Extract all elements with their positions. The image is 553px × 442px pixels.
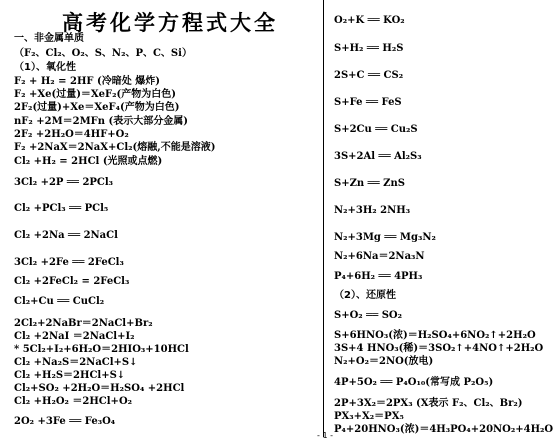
equation-line: Cl₂+Cu ══ CuCl₂ — [14, 296, 105, 307]
equation-line: 2P+3X₂＝2PX₃ (X表示 F₂、Cl₂、Br₂) — [334, 398, 523, 409]
equation-line: O₂+K ══ KO₂ — [334, 15, 405, 26]
equation-line: Cl₂ +2NaI ＝2NaCl+I₂ — [14, 331, 135, 342]
equation-line: 2F₂(过量)+Xe＝XeF₄(产物为白色) — [14, 102, 180, 113]
equation-line: 2F₂ +2H₂O＝4HF+O₂ — [14, 129, 129, 140]
equation-line: P₄+20HNO₃(浓)＝4H₃PO₄+20NO₂+4H₂O — [334, 424, 553, 435]
equation-line: Cl₂+SO₂ +2H₂O＝H₂SO₄ +2HCl — [14, 383, 185, 394]
equation-line: N₂+6Na＝2Na₃N — [334, 251, 425, 262]
equation-line: S+2Cu ══ Cu₂S — [334, 124, 418, 135]
subsection-heading: （2）、还原性 — [334, 290, 396, 301]
equation-line: F₂ + H₂ = 2HF (冷暗处 爆炸) — [14, 76, 160, 87]
equation-line: S+O₂ ══ SO₂ — [334, 310, 403, 321]
equation-line: 3Cl₂ +2P ══ 2PCl₃ — [14, 177, 114, 188]
equation-line: Cl₂ +2FeCl₂ = 2FeCl₃ — [14, 276, 130, 287]
equation-line: S+6HNO₃(浓)＝H₂SO₄+6NO₂↑+2H₂O — [334, 330, 536, 341]
equation-line: 3S+2Al ══ Al₂S₃ — [334, 151, 422, 162]
equation-line: 2O₂ +3Fe ══ Fe₃O₄ — [14, 416, 116, 427]
equation-line: * 5Cl₂+I₂+6H₂O＝2HIO₃+10HCl — [14, 344, 189, 355]
equation-line: Cl₂ +H₂ = 2HCl (光照或点燃) — [14, 156, 163, 167]
equation-line: P₄+6H₂ ══ 4PH₃ — [334, 271, 423, 282]
equation-line: S+H₂ ══ H₂S — [334, 43, 404, 54]
section-heading: 一、非金属单质 — [14, 33, 84, 44]
equation-line: 3S+4 HNO₃(稀)＝3SO₂↑+4NO↑+2H₂O — [334, 343, 544, 354]
equation-line: Cl₂ +2Na ══ 2NaCl — [14, 230, 118, 241]
equation-line: Cl₂ +H₂O₂ ＝2HCl+O₂ — [14, 396, 133, 407]
equation-line: S+Zn ══ ZnS — [334, 178, 405, 189]
equation-line: Cl₂ +Na₂S＝2NaCl+S↓ — [14, 357, 138, 368]
element-list: （F₂、Cl₂、O₂、S、N₂、P、C、Si） — [14, 48, 192, 59]
equation-line: 3Cl₂ +2Fe ══ 2FeCl₃ — [14, 257, 124, 268]
equation-line: PX₃+X₂＝PX₅ — [334, 411, 404, 422]
subsection-heading: （1）、氧化性 — [14, 62, 76, 73]
equation-line: F₂ +Xe(过量)＝XeF₂(产物为白色) — [14, 89, 176, 100]
equation-line: Cl₂ +H₂S＝2HCl+S↓ — [14, 370, 126, 381]
equation-line: 4P+5O₂ ══ P₄O₁₀(常写成 P₂O₅) — [334, 377, 494, 388]
equation-line: N₂+3Mg ══ Mg₃N₂ — [334, 232, 436, 243]
equation-line: F₂ +2NaX＝2NaX+Cl₂(熔融,不能是溶液) — [14, 142, 216, 153]
equation-line: nF₂ +2M＝2MFn (表示大部分金属) — [14, 116, 188, 127]
equation-line: N₂+O₂＝2NO(放电) — [334, 356, 434, 367]
equation-line: 2S+C ══ CS₂ — [334, 70, 404, 81]
equation-line: N₂+3H₂ 2NH₃ — [334, 205, 411, 216]
equation-line: Cl₂ +PCl₃ ══ PCl₅ — [14, 203, 109, 214]
equation-line: S+Fe ══ FeS — [334, 97, 402, 108]
equation-line: 2Cl₂+2NaBr＝2NaCl+Br₂ — [14, 318, 153, 329]
page-title: 高考化学方程式大全 — [62, 11, 278, 35]
page-number: - 1 - — [317, 431, 333, 440]
column-divider — [323, 0, 324, 437]
